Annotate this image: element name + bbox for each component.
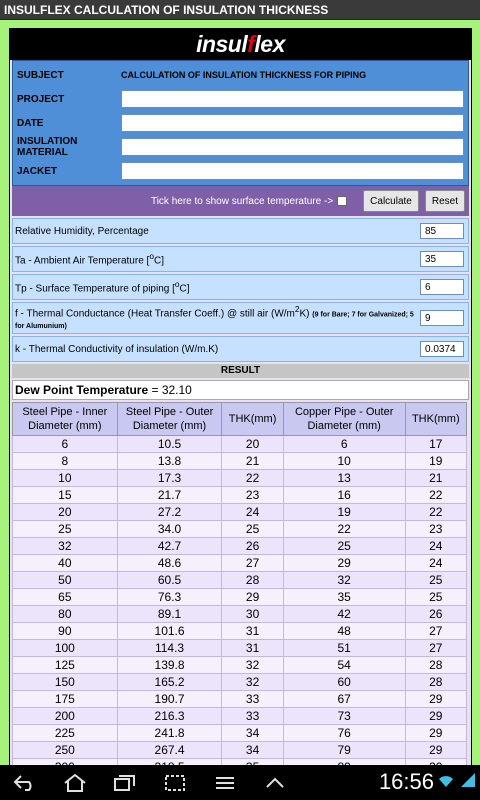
table-row <box>13 589 467 606</box>
copper-outer-cell: 76 <box>283 725 405 742</box>
copper-thk-cell: 27 <box>405 640 466 657</box>
conductivity-label: k - Thermal Conductivity of insulation (W/m.K) <box>15 343 219 355</box>
table-row <box>13 470 467 487</box>
conductance-input[interactable]: 9 <box>420 310 464 326</box>
steel-outer-cell: 139.8 <box>117 657 222 674</box>
steel-outer-cell: 60.5 <box>117 572 222 589</box>
steel-inner-cell: 10 <box>13 470 118 487</box>
copper-outer-cell: 60 <box>283 674 405 691</box>
table-row <box>13 708 467 725</box>
copper-thk-cell: 26 <box>405 606 466 623</box>
ambient-temp-label: Ta - Ambient Air Temperature [$^o$C] <box>15 251 164 267</box>
copper-thk-cell: 25 <box>405 572 466 589</box>
steel-thk-cell: 31 <box>222 640 283 657</box>
steel-outer-cell: 165.2 <box>117 674 222 691</box>
steel-outer-cell: 13.8 <box>117 453 222 470</box>
copper-outer-cell: 48 <box>283 623 405 640</box>
copper-thk-cell: 28 <box>405 657 466 674</box>
copper-thk-cell: 24 <box>405 538 466 555</box>
subject-value: CALCULATION OF INSULATION THICKNESS FOR PIPING <box>121 70 367 80</box>
table-row <box>13 487 467 504</box>
steel-thk-cell: 34 <box>222 725 283 742</box>
copper-outer-cell: 67 <box>283 691 405 708</box>
table-row <box>13 674 467 691</box>
table-row <box>13 623 467 640</box>
copper-outer-cell: 54 <box>283 657 405 674</box>
steel-outer-cell: 101.6 <box>117 623 222 640</box>
steel-outer-cell: 27.2 <box>117 504 222 521</box>
insulation-material-label: INSULATION MATERIAL <box>17 136 78 158</box>
tick-label: Tick here to show surface temperature -> <box>150 195 334 207</box>
steel-thk-cell: 31 <box>222 623 283 640</box>
steel-outer-cell: 241.8 <box>117 725 222 742</box>
material-row <box>15 135 466 159</box>
humidity-row <box>12 218 469 244</box>
steel-outer-cell: 21.7 <box>117 487 222 504</box>
col-steel-inner: Steel Pipe - Inner Diameter (mm) <box>13 403 118 436</box>
copper-thk-cell: 22 <box>405 487 466 504</box>
steel-thk-cell: 24 <box>222 504 283 521</box>
table-row <box>13 521 467 538</box>
steel-inner-cell: 15 <box>13 487 118 504</box>
steel-inner-cell: 100 <box>13 640 118 657</box>
table-body <box>13 436 467 793</box>
copper-thk-cell: 24 <box>405 555 466 572</box>
copper-thk-cell: 23 <box>405 521 466 538</box>
col-copper-outer: Copper Pipe - Outer Diameter (mm) <box>283 403 405 436</box>
table-row <box>13 691 467 708</box>
copper-outer-cell: 10 <box>283 453 405 470</box>
copper-outer-cell: 19 <box>283 504 405 521</box>
steel-thk-cell: 33 <box>222 708 283 725</box>
app-screen <box>0 20 480 765</box>
steel-outer-cell: 190.7 <box>117 691 222 708</box>
steel-outer-cell: 76.3 <box>117 589 222 606</box>
col-copper-thk: THK(mm) <box>405 403 466 436</box>
steel-inner-cell: 8 <box>13 453 118 470</box>
subject-row <box>15 63 466 87</box>
table-row <box>13 504 467 521</box>
steel-thk-cell: 32 <box>222 674 283 691</box>
show-surface-temp-checkbox[interactable] <box>337 196 347 206</box>
project-label: PROJECT <box>17 93 65 105</box>
logo-bar <box>10 29 471 60</box>
wifi-icon <box>438 774 454 791</box>
copper-thk-cell: 29 <box>405 742 466 759</box>
steel-inner-cell: 40 <box>13 555 118 572</box>
steel-inner-cell: 20 <box>13 504 118 521</box>
copper-thk-cell: 27 <box>405 623 466 640</box>
steel-inner-cell: 150 <box>13 674 118 691</box>
copper-outer-cell: 16 <box>283 487 405 504</box>
copper-outer-cell: 29 <box>283 555 405 572</box>
menu-icon[interactable] <box>200 765 250 800</box>
system-nav-bar <box>0 765 480 800</box>
steel-inner-cell: 6 <box>13 436 118 453</box>
reset-button[interactable]: Reset <box>425 190 465 212</box>
surface-temp-input[interactable]: 6 <box>420 279 464 295</box>
jacket-label: JACKET <box>17 165 58 177</box>
calculate-button[interactable]: Calculate <box>363 190 419 212</box>
copper-thk-cell: 22 <box>405 504 466 521</box>
steel-thk-cell: 21 <box>222 453 283 470</box>
copper-outer-cell: 35 <box>283 589 405 606</box>
steel-thk-cell: 28 <box>222 572 283 589</box>
table-row <box>13 572 467 589</box>
ambient-temp-input[interactable]: 35 <box>420 251 464 267</box>
dew-point-label: Dew Point Temperature <box>15 383 149 397</box>
clock: 16:56 <box>378 769 434 794</box>
copper-thk-cell: 21 <box>405 470 466 487</box>
steel-thk-cell: 22 <box>222 470 283 487</box>
table-row <box>13 742 467 759</box>
table-row <box>13 640 467 657</box>
copper-outer-cell: 22 <box>283 521 405 538</box>
col-steel-thk: THK(mm) <box>222 403 283 436</box>
copper-thk-cell: 25 <box>405 589 466 606</box>
conductivity-row <box>12 336 469 362</box>
copper-outer-cell: 25 <box>283 538 405 555</box>
steel-outer-cell: 10.5 <box>117 436 222 453</box>
steel-inner-cell: 25 <box>13 521 118 538</box>
steel-thk-cell: 23 <box>222 487 283 504</box>
conductance-note: (9 for Bare; 7 for Galvanized; 5 for Alumunium) <box>15 311 414 331</box>
steel-outer-cell: 114.3 <box>117 640 222 657</box>
calculator-panel <box>9 28 472 788</box>
jacket-row <box>15 159 466 183</box>
steel-inner-cell: 175 <box>13 691 118 708</box>
parameters-section <box>12 218 469 362</box>
project-input[interactable] <box>121 90 464 108</box>
copper-outer-cell: 79 <box>283 742 405 759</box>
window-title: INSULFLEX CALCULATION OF INSULATION THICKNESS <box>0 0 480 20</box>
table-row <box>13 538 467 555</box>
copper-thk-cell: 29 <box>405 708 466 725</box>
copper-outer-cell: 51 <box>283 640 405 657</box>
steel-thk-cell: 26 <box>222 538 283 555</box>
steel-outer-cell: 48.6 <box>117 555 222 572</box>
steel-inner-cell: 32 <box>13 538 118 555</box>
steel-inner-cell: 65 <box>13 589 118 606</box>
conductance-row <box>12 302 469 334</box>
screenshot-icon[interactable] <box>150 765 200 800</box>
copper-outer-cell: 13 <box>283 470 405 487</box>
insulation-material-input[interactable] <box>121 138 464 156</box>
steel-inner-cell: 80 <box>13 606 118 623</box>
conductance-label: f - Thermal Conductance (Heat Transfer Coeff.) @ still air $(W/m^2K)$ (9 for Bare; 7 for Galvanized; 5 for Alumunium) <box>15 303 414 331</box>
home-icon[interactable] <box>50 765 100 800</box>
insulflex-logo: insulflex <box>196 31 285 57</box>
table-row <box>13 453 467 470</box>
col-steel-outer: Steel Pipe - Outer Diameter (mm) <box>117 403 222 436</box>
steel-thk-cell: 30 <box>222 606 283 623</box>
subject-label: SUBJECT <box>17 69 64 81</box>
steel-thk-cell: 29 <box>222 589 283 606</box>
steel-inner-cell: 50 <box>13 572 118 589</box>
recent-apps-icon[interactable] <box>100 765 150 800</box>
table-row <box>13 725 467 742</box>
copper-thk-cell: 28 <box>405 674 466 691</box>
copper-thk-cell: 19 <box>405 453 466 470</box>
steel-thk-cell: 20 <box>222 436 283 453</box>
date-label: DATE <box>17 117 44 129</box>
jacket-input[interactable] <box>121 162 464 180</box>
expand-up-icon[interactable] <box>250 765 300 800</box>
steel-thk-cell: 34 <box>222 742 283 759</box>
ambient-temp-row <box>12 246 469 272</box>
steel-outer-cell: 89.1 <box>117 606 222 623</box>
steel-outer-cell: 17.3 <box>117 470 222 487</box>
copper-outer-cell: 73 <box>283 708 405 725</box>
date-input[interactable] <box>121 114 464 132</box>
steel-inner-cell: 250 <box>13 742 118 759</box>
steel-thk-cell: 33 <box>222 691 283 708</box>
steel-thk-cell: 25 <box>222 521 283 538</box>
action-bar <box>12 186 469 216</box>
result-header: RESULT <box>12 364 469 378</box>
steel-outer-cell: 216.3 <box>117 708 222 725</box>
date-row <box>15 111 466 135</box>
steel-inner-cell: 90 <box>13 623 118 640</box>
project-row <box>15 87 466 111</box>
copper-outer-cell: 6 <box>283 436 405 453</box>
copper-outer-cell: 32 <box>283 572 405 589</box>
project-info-section <box>12 60 469 186</box>
steel-thk-cell: 32 <box>222 657 283 674</box>
dew-point-value: = 32.10 <box>148 383 192 397</box>
surface-temp-row <box>12 274 469 300</box>
steel-outer-cell: 42.7 <box>117 538 222 555</box>
surface-temp-label: Tp - Surface Temperature of piping [$^o$C] <box>15 279 190 295</box>
copper-thk-cell: 17 <box>405 436 466 453</box>
table-row <box>13 606 467 623</box>
steel-inner-cell: 200 <box>13 708 118 725</box>
table-row <box>13 657 467 674</box>
table-header-row <box>13 403 467 436</box>
dew-point-display <box>12 380 469 400</box>
steel-inner-cell: 225 <box>13 725 118 742</box>
signal-icon <box>460 772 476 788</box>
steel-outer-cell: 267.4 <box>117 742 222 759</box>
copper-thk-cell: 29 <box>405 725 466 742</box>
back-icon[interactable] <box>0 765 50 800</box>
copper-thk-cell: 29 <box>405 691 466 708</box>
humidity-label: Relative Humidity, Percentage <box>15 225 149 237</box>
copper-outer-cell: 42 <box>283 606 405 623</box>
steel-outer-cell: 34.0 <box>117 521 222 538</box>
thickness-table <box>12 402 467 793</box>
table-row <box>13 555 467 572</box>
conductivity-input[interactable]: 0.0374 <box>420 341 464 357</box>
humidity-input[interactable]: 85 <box>420 223 464 239</box>
table-row <box>13 436 467 453</box>
steel-inner-cell: 125 <box>13 657 118 674</box>
steel-thk-cell: 27 <box>222 555 283 572</box>
